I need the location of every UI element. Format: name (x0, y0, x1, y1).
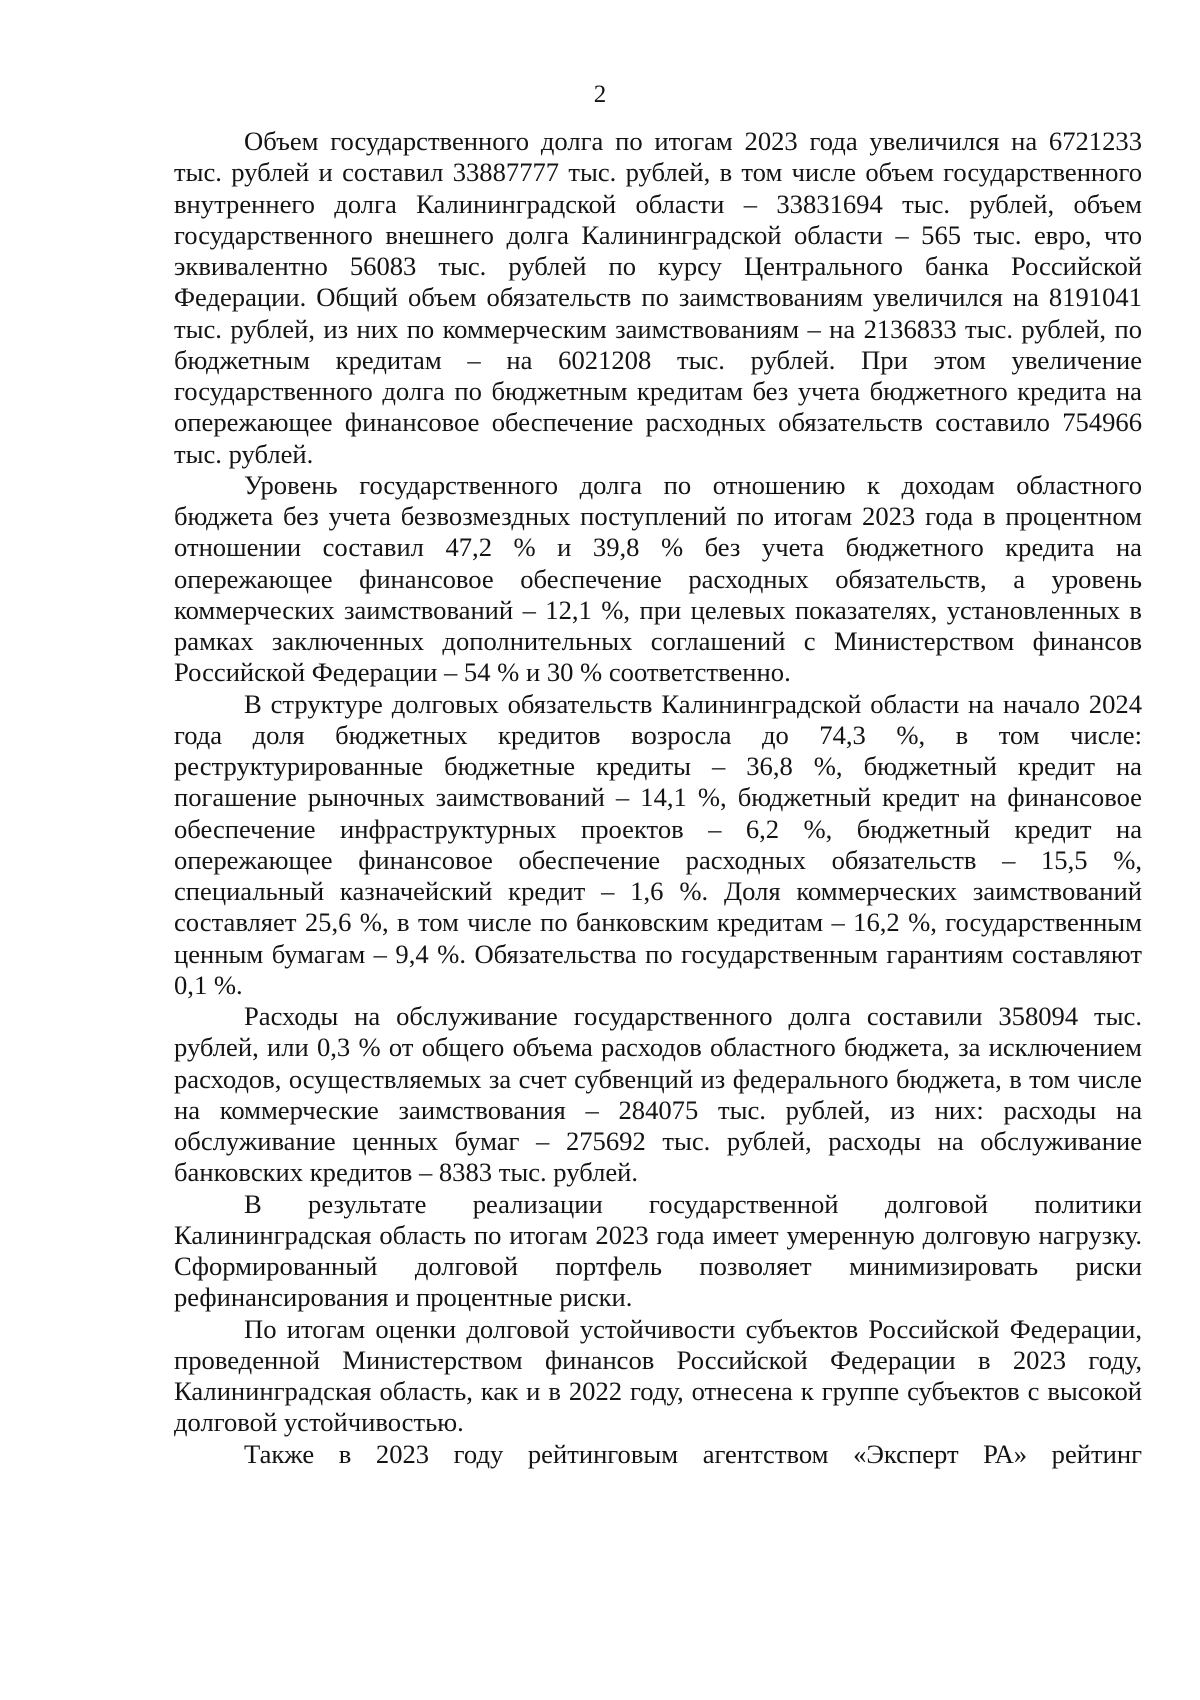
paragraph-debt-sustainability: По итогам оценки долговой устойчивости субъектов Российской Федерации, проведенной Министерством финансов Российской Федерации в 2023 году, Калининградская область, как и в 2022 году, отнесена к группе субъектов с высокой долговой устойчивостью. (174, 1313, 1142, 1438)
paragraph-debt-policy-result: В результате реализации государственной долговой политики Калининградская область по итогам 2023 года имеет умеренную долговую нагрузку. Сформированный долговой портфель позволяет минимизировать риски рефинансирования и процентные риски. (174, 1188, 1142, 1313)
page-number: 2 (593, 81, 607, 108)
paragraph-debt-structure: В структуре долговых обязательств Калининградской области на начало 2024 года доля бюджетных кредитов возросла до 74,3 %, в том числе: реструктурированные бюджетные кредиты – 36,8 %, бюджетный кредит на погашение рыночных заимствований – 14,1 %, бюджетный кредит на финансовое обеспечение инфраструктурных проектов – 6,2 %, бюджетный кредит на опережающее финансовое обеспечение расходных обязательств – 15,5 %, специальный казначейский кредит – 1,6 %. Доля коммерческих заимствований составляет 25,6 %, в том числе по банковским кредитам – 16,2 %, государственным ценным бумагам – 9,4 %. Обязательства по государственным гарантиям составляют 0,1 %. (174, 688, 1142, 1000)
paragraph-rating: Также в 2023 году рейтинговым агентством «Эксперт РА» рейтинг (244, 1438, 1142, 1469)
paragraph-state-debt-volume: Объем государственного долга по итогам 2023 года увеличился на 6721233 тыс. рублей и составил 33887777 тыс. рублей, в том числе объем государственного внутреннего долга Калининградской области – 33831694 тыс. рублей, объем государственного внешнего долга Калининградской области – 565 тыс. евро, что эквивалентно 56083 тыс. рублей по курсу Центрального банка Российской Федерации. Общий объем обязательств по заимствованиям увеличился на 8191041 тыс. рублей, из них по коммерческим заимствованиям – на 2136833 тыс. рублей, по бюджетным кредитам – на 6021208 тыс. рублей. При этом увеличение государственного долга по бюджетным кредитам без учета бюджетного кредита на опережающее финансовое обеспечение расходных обязательств составило 754966 тыс. рублей. (174, 126, 1142, 469)
paragraph-debt-level: Уровень государственного долга по отношению к доходам областного бюджета без учета безвозмездных поступлений по итогам 2023 года в процентном отношении составил 47,2 % и 39,8 % без учета бюджетного кредита на опережающее финансовое обеспечение расходных обязательств, а уровень коммерческих заимствований – 12,1 %, при целевых показателях, установленных в рамках заключенных дополнительных соглашений с Министерством финансов Российской Федерации – 54 % и 30 % соответственно. (174, 469, 1142, 688)
document-body (174, 126, 1142, 1470)
paragraph-debt-service-expenses: Расходы на обслуживание государственного долга составили 358094 тыс. рублей, или 0,3 % от общего объема расходов областного бюджета, за исключением расходов, осуществляемых за счет субвенций из федерального бюджета, в том числе на коммерческие заимствования – 284075 тыс. рублей, из них: расходы на обслуживание ценных бумаг – 275692 тыс. рублей, расходы на обслуживание банковских кредитов – 8383 тыс. рублей. (174, 1001, 1142, 1188)
